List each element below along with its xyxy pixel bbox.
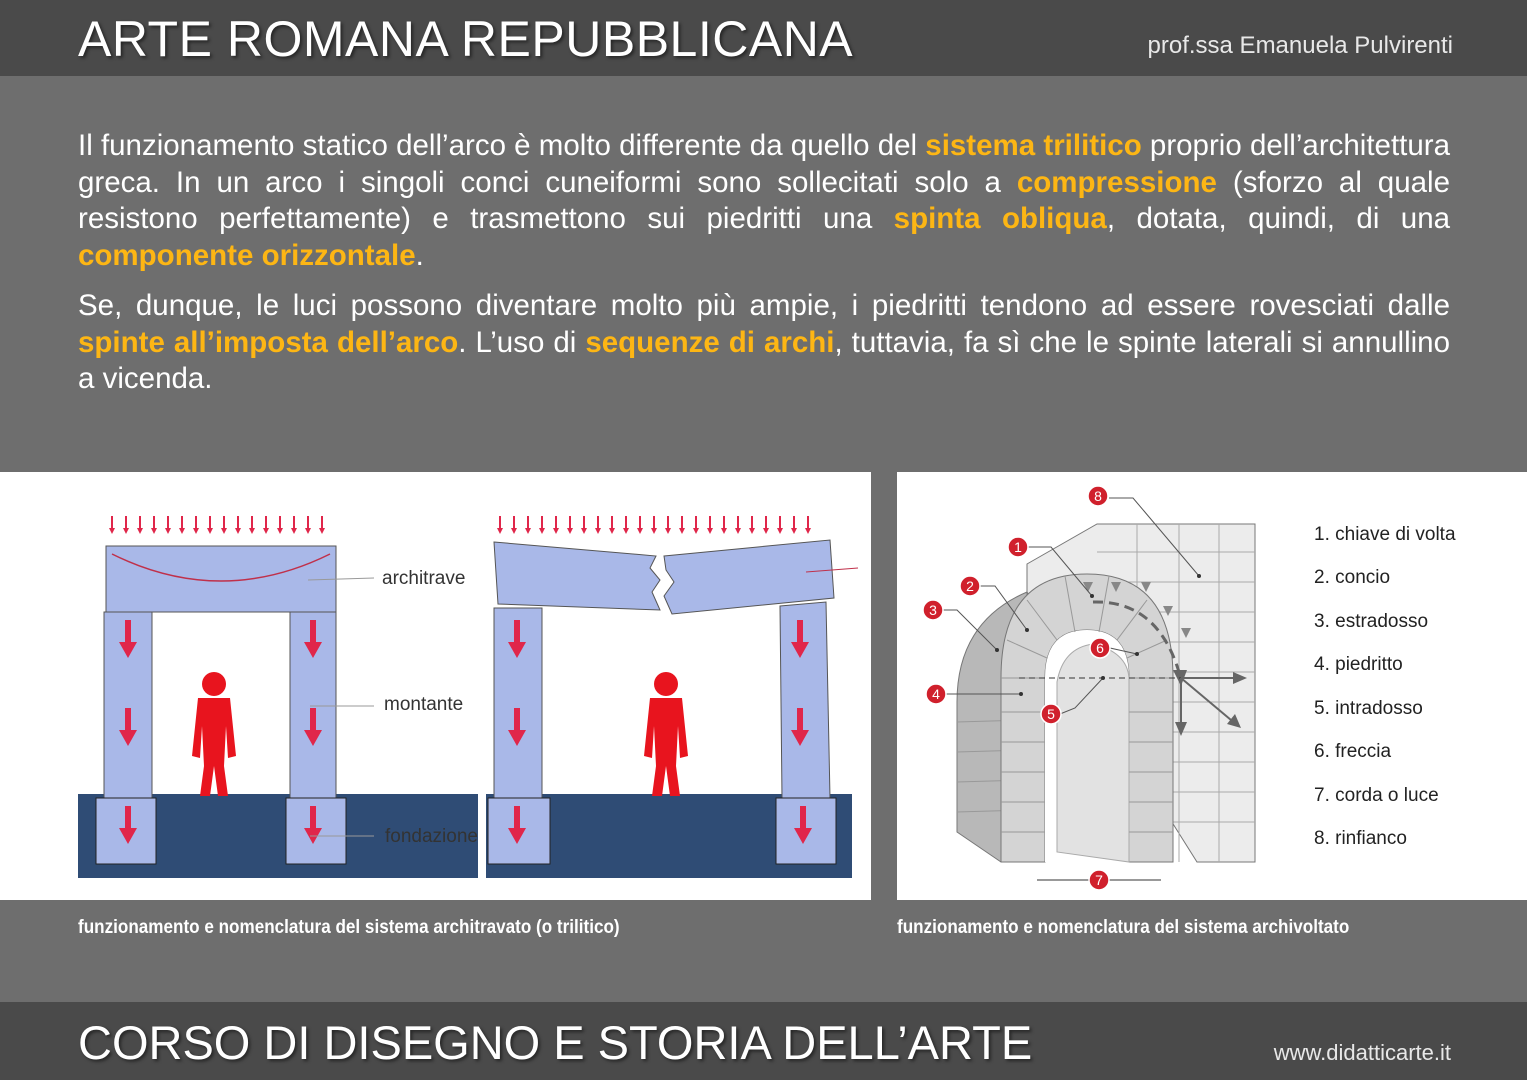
marker-7 [1089, 870, 1109, 890]
highlight-componente-orizzontale: componente orizzontale [78, 238, 416, 272]
svg-text:5: 5 [1047, 706, 1055, 722]
highlight-spinte-imposta: spinte all’imposta dell’arco [78, 325, 459, 359]
legend-item: 5. intradosso [1314, 698, 1423, 719]
svg-text:1: 1 [1014, 539, 1022, 555]
paragraph-2: Se, dunque, le luci possono diventare molto più ampie, i piedritti tendono ad essere rovesciati dalle spinte all’imposta dell’arco. L’uso di sequenze di archi, tuttavia, fa sì che le spinte laterali si annullino a vicenda. [78, 289, 1450, 395]
marker-6 [1090, 638, 1110, 658]
trilithic-figure [0, 472, 871, 900]
paragraph-1: Il funzionamento statico dell’arco è molto differente da quello del sistema trilitico proprio dell’architettura greca. In un arco i singoli conci cuneiformi sono sollecitati solo a compressione (sforzo al quale resistono perfettamente) e trasmettono sui piedritti una spinta obliqua, dotata, quindi, di una componente orizzontale. [78, 129, 1451, 272]
legend-item: 8. rinfianco [1314, 828, 1407, 849]
legend-item: 1. chiave di volta [1314, 524, 1456, 545]
trilithic-diagram [0, 472, 871, 900]
marker-2 [960, 576, 980, 596]
page-title: ARTE ROMANA REPUBBLICANA [78, 11, 854, 67]
svg-text:7: 7 [1095, 872, 1103, 888]
highlight-spinta-obliqua: spinta obliqua [893, 202, 1107, 235]
highlight-sequenze-archi: sequenze di archi [585, 325, 835, 359]
arch-figure [897, 472, 1527, 900]
highlight-sistema-trilitico: sistema trilitico [925, 129, 1142, 162]
marker-5 [1041, 704, 1061, 724]
highlight-compressione: compressione [1016, 165, 1217, 199]
legend-item: 7. corda o luce [1314, 785, 1439, 806]
label-fondazione: fondazione [385, 826, 478, 847]
website-link[interactable]: www.didatticarte.it [1273, 1040, 1451, 1065]
marker-3 [923, 600, 943, 620]
svg-text:6: 6 [1096, 640, 1104, 656]
course-title: CORSO DI DISEGNO E STORIA DELL’ARTE [78, 1016, 1033, 1069]
legend-item: 3. estradosso [1314, 611, 1429, 632]
marker-1 [1008, 537, 1028, 557]
arch-legend [1314, 524, 1456, 849]
legend-item: 2. concio [1314, 567, 1391, 588]
marker-4 [926, 684, 946, 704]
legend-item: 6. freccia [1314, 741, 1392, 762]
body-text [78, 128, 1450, 412]
label-montante: montante [384, 694, 464, 715]
arch-diagram [897, 472, 1527, 900]
svg-text:4: 4 [932, 686, 940, 702]
label-architrave: architrave [382, 568, 466, 589]
trilithic-caption: funzionamento e nomenclatura del sistema architravato (o trilitico) [78, 917, 620, 938]
svg-text:3: 3 [929, 602, 937, 618]
legend-item: 4. piedritto [1314, 654, 1403, 675]
arch-caption: funzionamento e nomenclatura del sistema archivoltato [897, 917, 1350, 938]
author-name: prof.ssa Emanuela Pulvirenti [1147, 32, 1453, 59]
marker-8 [1088, 486, 1108, 506]
svg-text:8: 8 [1094, 488, 1102, 504]
svg-text:2: 2 [966, 578, 974, 594]
